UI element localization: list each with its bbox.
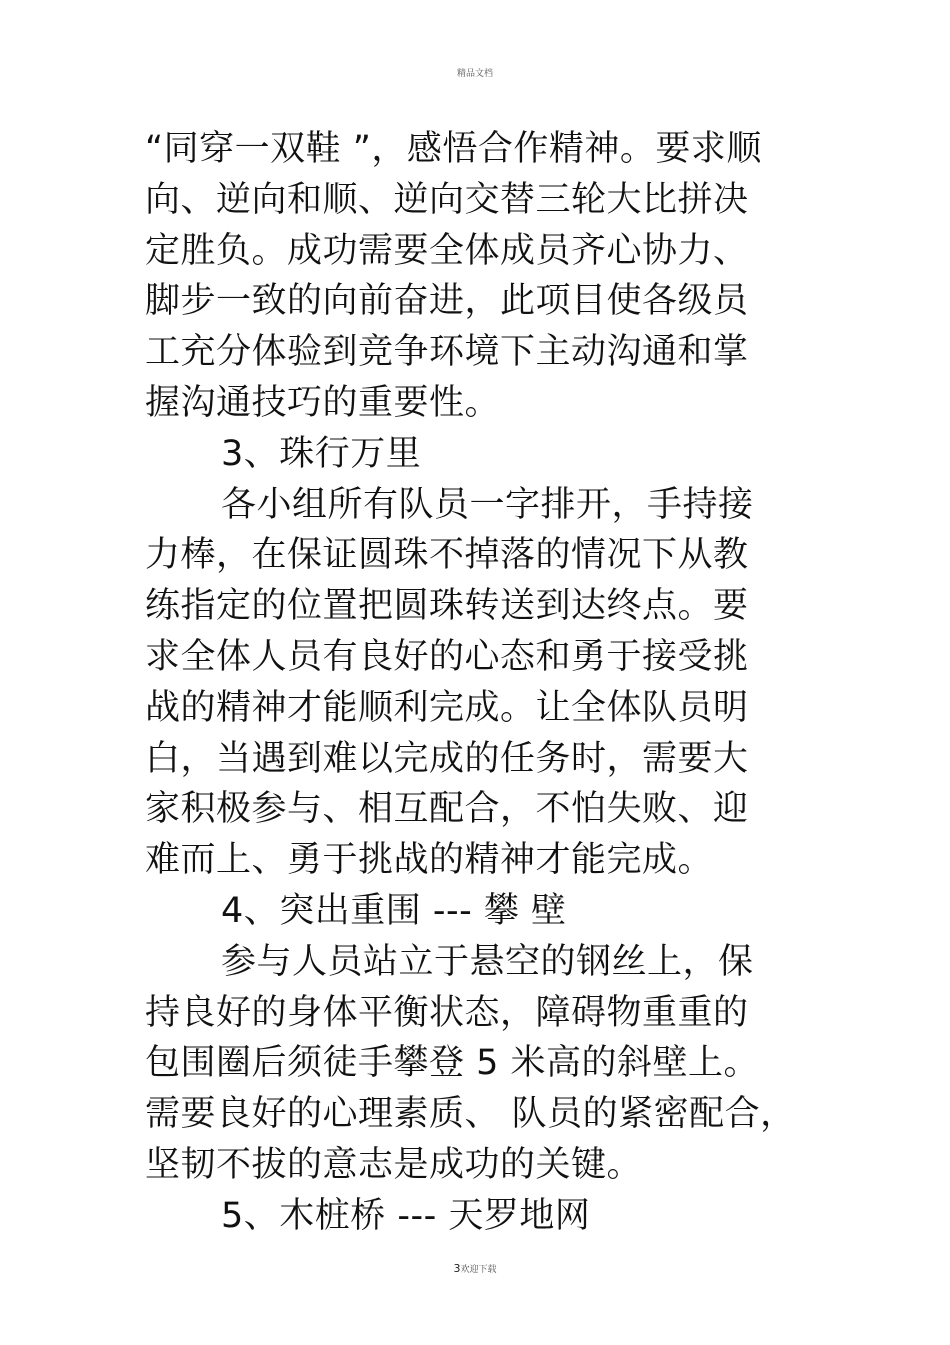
text-line: 握沟通技巧的重要性。 (145, 382, 501, 423)
text-line: 求全体人员有良好的心态和勇于接受挑 (145, 636, 749, 677)
page-header: 精品文档 (456, 69, 493, 79)
text-line: 工充分体验到竞争环境下主动沟通和掌 (145, 332, 749, 373)
document-body (145, 124, 805, 1242)
text-line: 战的精神才能顺利完成。让全体队员明 (145, 687, 749, 728)
text-line: 需要良好的心理素质、 队员的紧密配合， (145, 1094, 796, 1135)
section-heading: 5、木桩桥 --- 天罗地网 (221, 1195, 591, 1236)
page-number: 3 (453, 1262, 461, 1275)
text-line: 各小组所有队员一字排开，手持接 (221, 484, 754, 525)
text-line: 家积极参与、相互配合，不怕失败、迎 (145, 789, 749, 830)
page-footer (0, 1262, 950, 1275)
text-line: 力棒，在保证圆珠不掉落的情况下从教 (145, 535, 749, 576)
text-line: 练指定的位置把圆珠转送到达终点。要 (145, 586, 749, 627)
text-line: 定胜负。成功需要全体成员齐心协力、 (145, 230, 749, 271)
text-line: 脚步一致的向前奋进，此项目使各级员 (145, 281, 749, 322)
text-line: 白，当遇到难以完成的任务时，需要大 (145, 738, 749, 779)
text-line: 参与人员站立于悬空的钢丝上，保 (221, 941, 754, 982)
text-line: 难而上、勇于挑战的精神才能完成。 (145, 840, 714, 881)
text-line: 坚韧不拔的意志是成功的关键。 (145, 1144, 643, 1185)
text-line: 向、逆向和顺、逆向交替三轮大比拼决 (145, 179, 749, 220)
text-line: 持良好的身体平衡状态，障碍物重重的 (145, 992, 749, 1033)
text-line: 包围圈后须徒手攀登 5 米高的斜壁上。 (145, 1043, 760, 1084)
text-line: “同穿一双鞋 ”，感悟合作精神。要求顺 (145, 129, 762, 169)
footer-text: 欢迎下载 (460, 1265, 497, 1275)
section-heading: 4、突出重围 --- 攀 壁 (221, 890, 567, 931)
section-heading: 3、珠行万里 (221, 433, 422, 474)
